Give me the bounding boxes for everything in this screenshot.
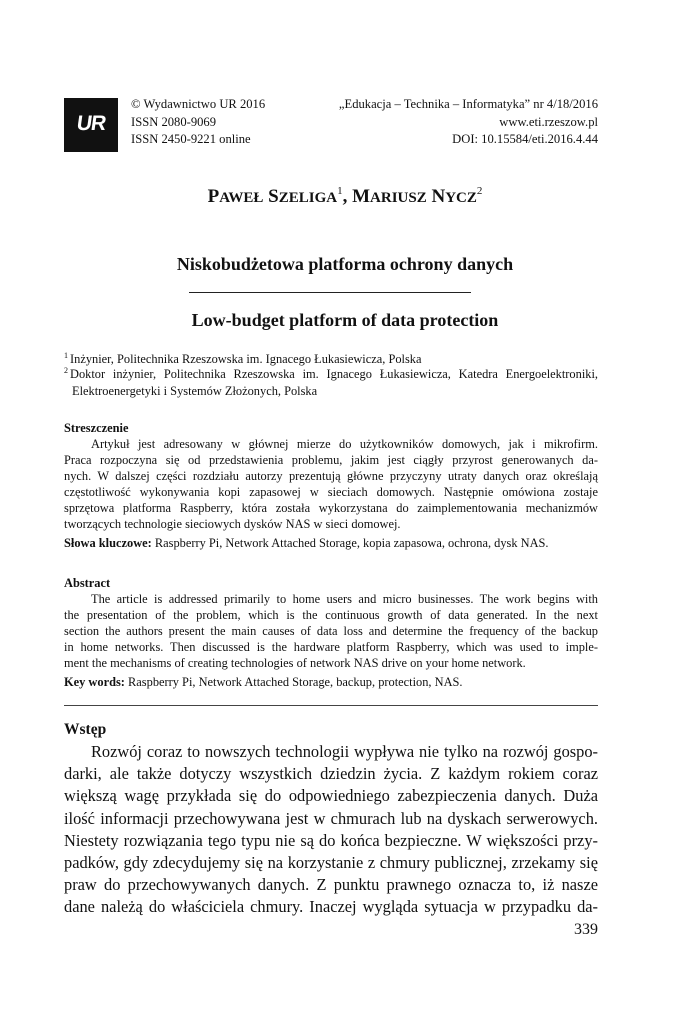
author-2-sup: 2 (476, 185, 483, 197)
header-issn: ISSN 2080-9069 (131, 114, 217, 129)
title-divider (189, 292, 471, 293)
header-issn-online: ISSN 2450-9221 online (131, 132, 251, 146)
text-line: częstotliwość wykonywania kopi zapasowej w sieciach domowych. Następnie omówiona zostaje (64, 485, 598, 500)
streszczenie-heading: Streszczenie (64, 421, 129, 435)
header-left (131, 96, 265, 149)
text-line: Rozwój coraz to nowszych technologii wypływa nie tylko na rozwój gospo- (91, 742, 598, 761)
text-line: większą wagę przykłada się do odpowiedniego zabezpieczenia danych. Duża (64, 786, 598, 806)
authors-separator: , (342, 186, 353, 207)
abstract-text (64, 591, 598, 671)
text-line: dane należą do właściciela chmury. Inaczej wygląda sytuacja w przypadku da- (64, 897, 598, 917)
section-heading: Wstęp (64, 721, 107, 738)
text-line: praw do przechowywanych danych. Z punktu prawnego oznacza to, iż nasze (64, 875, 598, 895)
header-copyright: © Wydawnictwo UR 2016 (131, 97, 266, 111)
abstract-keywords: Key words: Raspberry Pi, Network Attached Storage, backup, protection, NAS. (64, 675, 463, 689)
doi: DOI: 10.15584/eti.2016.4.44 (452, 132, 598, 146)
text-line: darki, ale także dotyczy wszystkich dziedzin życia. Z każdym rokiem coraz (64, 764, 598, 784)
page-number: 339 (574, 921, 598, 938)
abstract-heading: Abstract (64, 576, 111, 590)
journal-name: „Edukacja – Technika – Informatyka” nr 4/18/2016 (338, 97, 598, 111)
text-line: ilość informacji przechowywana jest w chmurach lub na dyskach serwerowych. (64, 808, 598, 828)
authors (0, 185, 690, 208)
text-line: the presentation of the problem, which is the continuous growth of data generated. In the next (64, 608, 598, 623)
title-english: Low-budget platform of data protection (191, 310, 499, 330)
section-body (64, 741, 598, 919)
streszczenie-text (64, 436, 598, 533)
text-line: tworzących technologie sieciowych dysków NAS w sieci domowej. (64, 517, 401, 532)
publisher-logo-text: UR (75, 112, 107, 135)
author-1: PAWEŁ SZELIGA$^1$ (207, 185, 343, 207)
affiliation-1: $^1$ Inżynier, Politechnika Rzeszowska im. Ignacego Łukasiewicza, Polska (64, 351, 422, 366)
affiliation-2: $^2$ Doktor inżynier, Politechnika Rzeszowska im. Ignacego Łukasiewicza, Katedra Energoelektroniki, Elektroenergetyki i Systemów Złożonych, Polska (64, 366, 598, 398)
text-line: Praca rozpoczyna się od przedstawienia problemu, jakim jest ciągły przyrost generowanych da- (64, 453, 598, 468)
text-line: nych. W dalszej części rozdziału autorzy prezentują główne przyczyny utraty danych oraz określają (64, 469, 598, 484)
text-line: padków, gdy zdecydujemy się na korzystanie z chmury publicznej, zrzekamy się (64, 853, 598, 873)
text-line: Artykuł jest adresowany w głównej mierze do użytkowników domowych, jak i mikrofirm. (91, 437, 598, 451)
text-line: ment the mechanisms of creating technologies of network NAS drive on your home network. (64, 656, 526, 671)
publisher-logo (64, 98, 118, 152)
journal-website[interactable]: www.eti.rzeszow.pl (499, 114, 598, 129)
author-1-sup: 1 (337, 185, 343, 197)
text-line: Niestety rozwiązania tego typu nie są do końca bezpieczne. W większości przy- (64, 830, 598, 850)
author-2: MARIUSZ NYCZ$^2$ (352, 185, 483, 207)
streszczenie-keywords: Słowa kluczowe: Raspberry Pi, Network Attached Storage, kopia zapasowa, ochrona, dysk NAS. (64, 536, 549, 550)
text-line: in home networks. Then discussed is the hardware platform Raspberry, which was used to imple- (64, 640, 598, 655)
text-line: section the authors present the main causes of data loss and determine the frequency of the backup (64, 624, 598, 639)
title-polish: Niskobudżetowa platforma ochrony danych (176, 254, 514, 274)
header-right (339, 96, 598, 149)
text-line: The article is addressed primarily to home users and micro businesses. The work begins with (91, 592, 598, 606)
text-line: sprzętowa platforma Raspberry, która została wykorzystana do zaimplementowania mechanizmów (64, 501, 598, 516)
section-divider (64, 705, 598, 706)
